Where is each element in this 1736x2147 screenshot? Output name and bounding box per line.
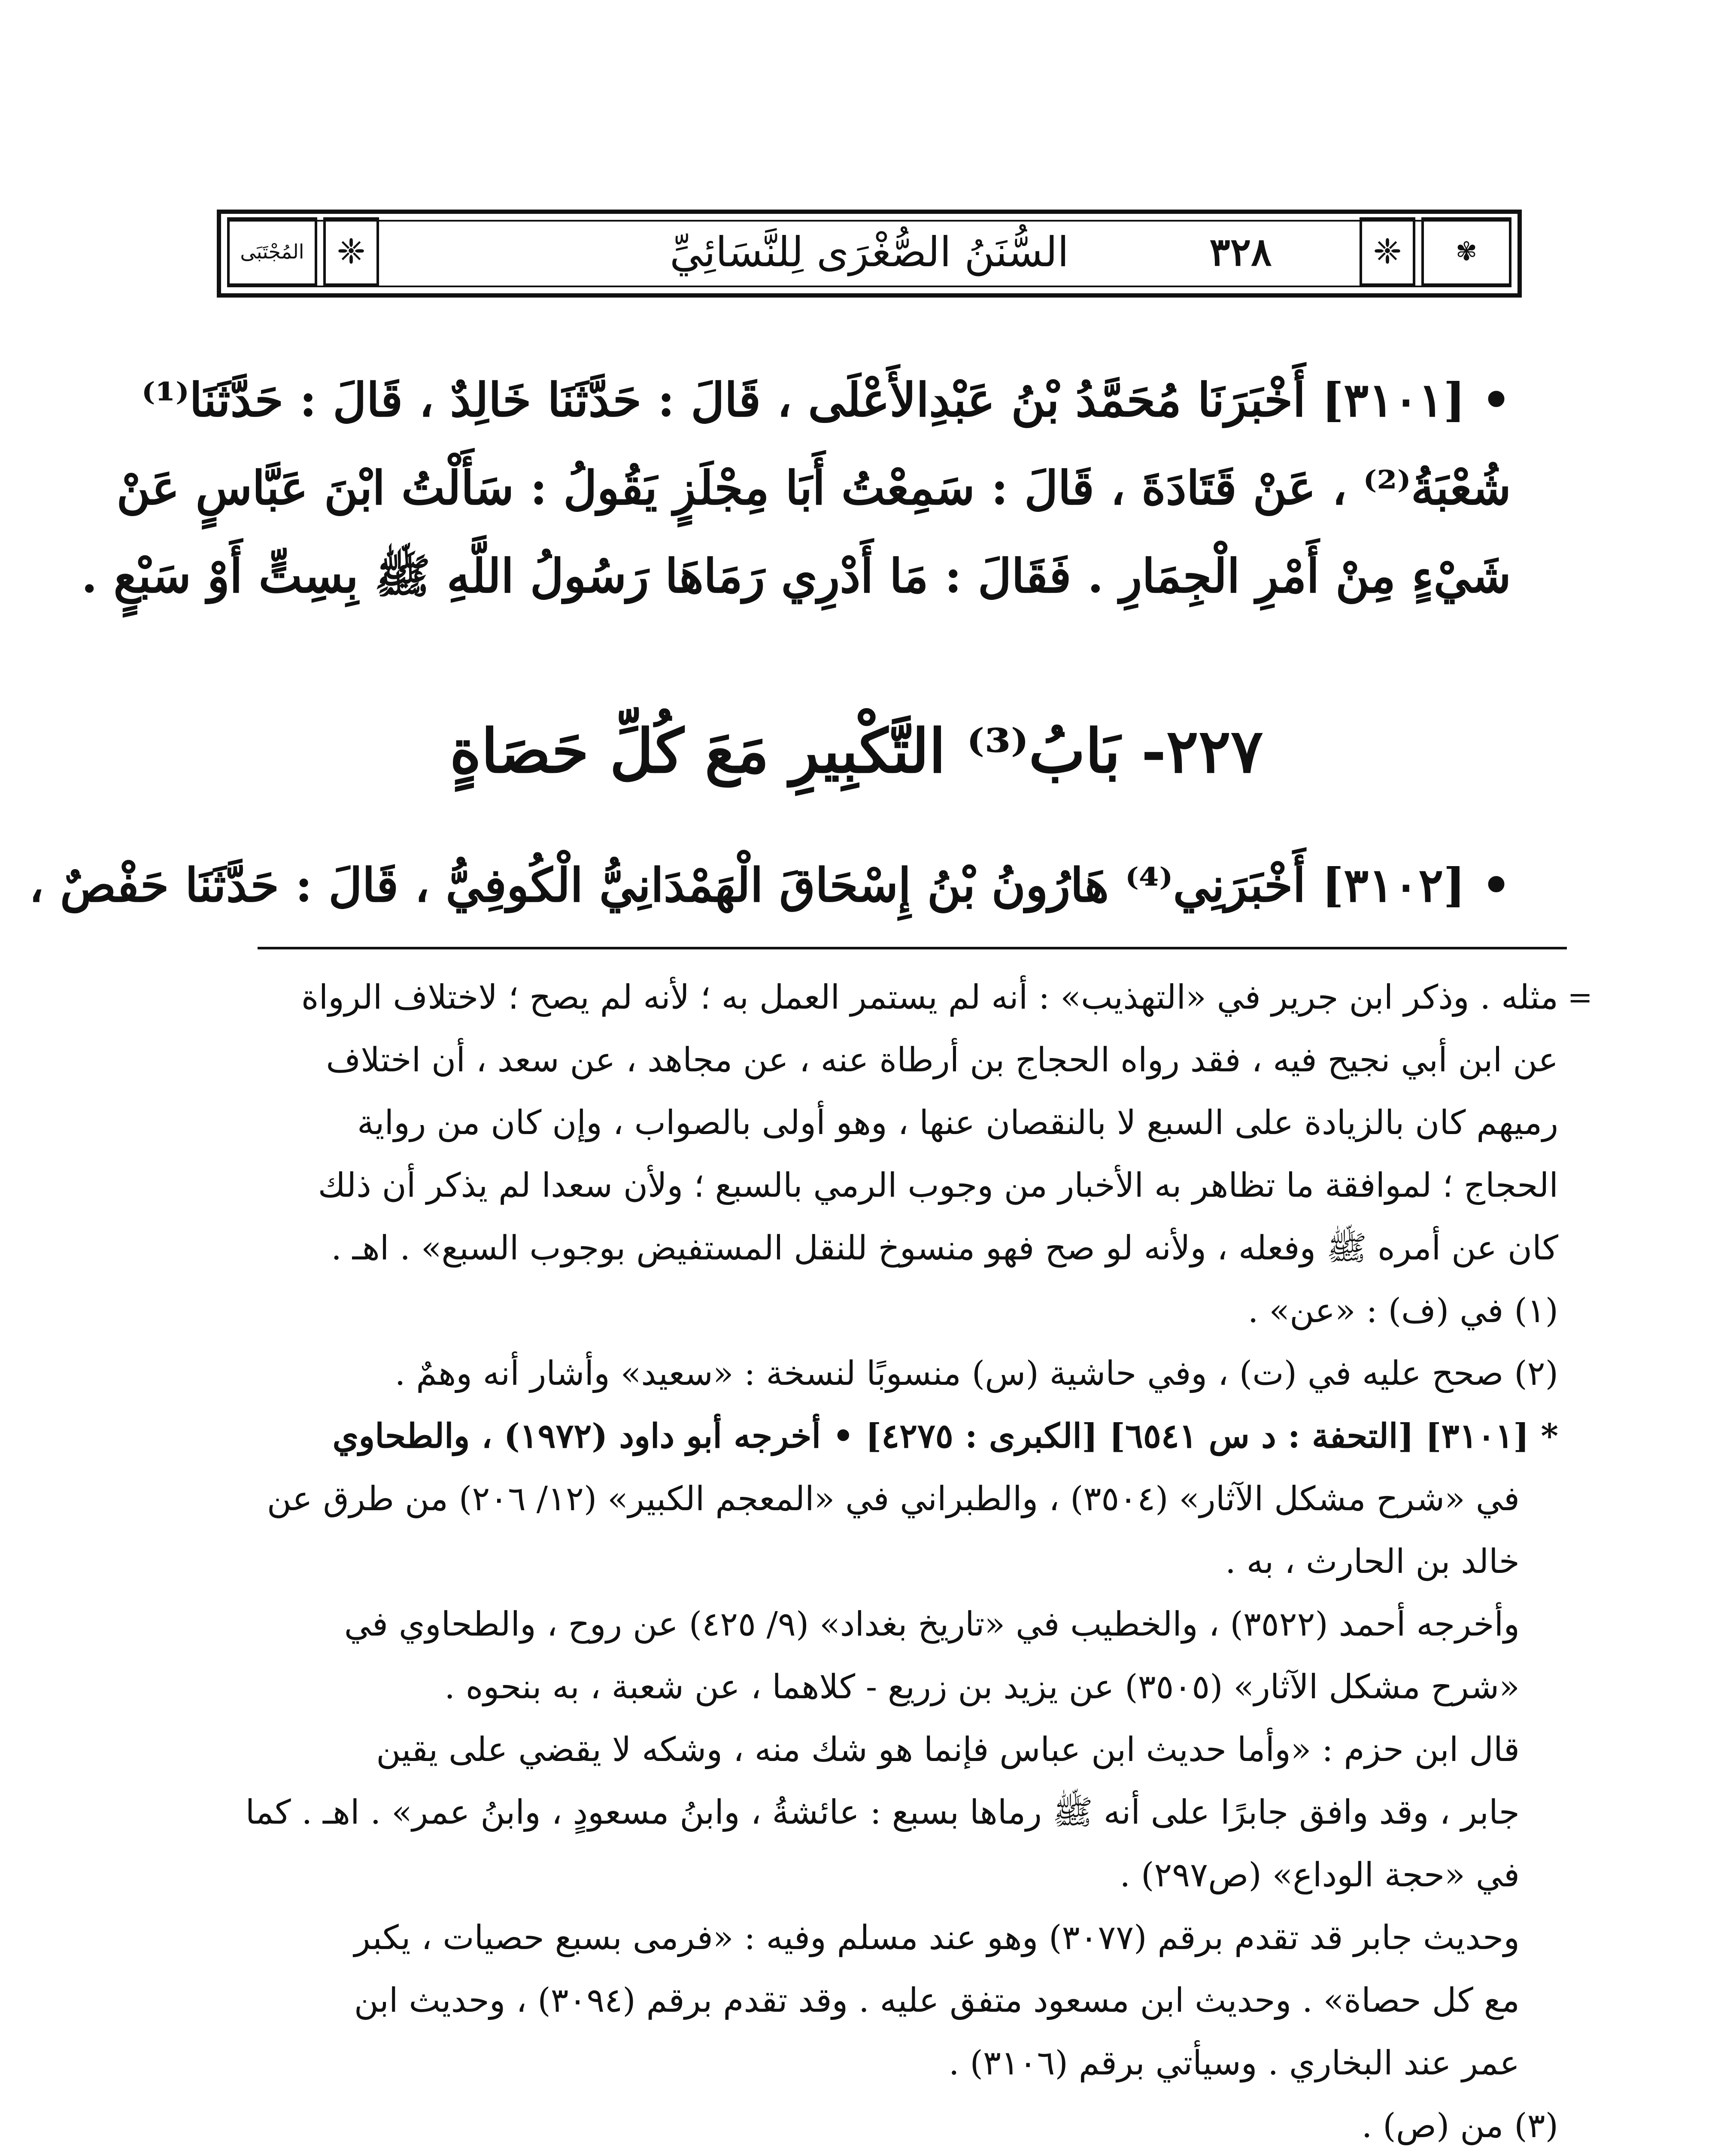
takhrij-line: قال ابن حزم : «وأما حديث ابن عباس فإنما هو شك منه ، وشكه لا يقضي على يقين: [376, 1730, 1520, 1769]
ornament-icon: ❈: [323, 217, 379, 286]
hadith-line: شَيْءٍ مِنْ أَمْرِ الْجِمَارِ . فَقَالَ : مَا أَدْرِي رَمَاهَا رَسُولُ اللَّهِ ﷺ بِسِتٍّ أَوْ سَبْعٍ .: [81, 549, 1511, 603]
takhrij-line: عمر عند البخاري . وسيأتي برقم (٣١٠٦) .: [948, 2044, 1520, 2083]
takhrij-line: في «شرح مشكل الآثار» (٣٥٠٤) ، والطبراني في «المعجم الكبير» (١٢/ ٢٠٦) من طرق عن: [267, 1480, 1520, 1518]
ornament-icon: ❈: [1360, 217, 1415, 286]
footnote-separator: [258, 947, 1567, 949]
hadith-line: • [٣١٠٢] أَخْبَرَنِي⁽⁴⁾ هَارُونُ بْنُ إِسْحَاقَ الْهَمْدَانِيُّ الْكُوفِيُّ ، قَالَ : حَدَّثَنَا حَفْصٌ ،: [29, 858, 1511, 912]
takhrij-line: وأخرجه أحمد (٣٥٢٢) ، والخطيب في «تاريخ بغداد» (٩/ ٤٢٥) عن روح ، والطحاوي في: [344, 1605, 1520, 1644]
takhrij-line: مع كل حصاة» . وحديث ابن مسعود متفق عليه . وقد تقدم برقم (٣٠٩٤) ، وحديث ابن: [354, 1981, 1520, 2020]
hadith-3101: [81, 356, 1511, 620]
page-number: ٣٢٨: [1209, 229, 1272, 275]
footnote-1: (١) في (ف) : «عن» .: [1247, 1292, 1558, 1330]
hadith-3102: [29, 842, 1511, 930]
takhrij-line: وحديث جابر قد تقدم برقم (٣٠٧٧) وهو عند مسلم وفيه : «فرمى بسبع حصيات ، يكبر: [354, 1919, 1520, 1957]
chapter-heading: ٢٢٧- بَابُ⁽³⁾ التَّكْبِيرِ مَعَ كُلِّ حَصَاةٍ: [449, 716, 1263, 787]
takhrij-line: «شرح مشكل الآثار» (٣٥٠٥) عن يزيد بن زريع - كلاهما ، عن شعبة ، به بنحوه .: [444, 1668, 1520, 1706]
takhrij-line: في «حجة الوداع» (ص٢٩٧) .: [1120, 1856, 1520, 1895]
hadith-line: شُعْبَةُ⁽²⁾ ، عَنْ قَتَادَةَ ، قَالَ : سَمِعْتُ أَبَا مِجْلَزٍ يَقُولُ : سَأَلْتُ ابْنَ عَبَّاسٍ عَنْ: [116, 461, 1511, 515]
footnote-2: (٢) صحح عليه في (ت) ، وفي حاشية (س) منسوبًا لنسخة : «سعيد» وأشار أنه وهمٌ .: [395, 1354, 1558, 1393]
footnote-continuation: [258, 966, 1593, 1280]
footnote-line: عن ابن أبي نجيح فيه ، فقد رواه الحجاج بن أرطاة عنه ، عن مجاهد ، عن سعد ، أن اختلاف: [326, 1041, 1558, 1080]
footnote-line: الحجاج ؛ لموافقة ما تظاهر به الأخبار من وجوب الرمي بالسبع ؛ ولأن سعدا لم يذكر أن ذلك: [318, 1166, 1558, 1205]
hadith-line: • [٣١٠١] أَخْبَرَنَا مُحَمَّدُ بْنُ عَبْدِالأَعْلَى ، قَالَ : حَدَّثَنَا خَالِدٌ ، قَالَ : حَدَّثَنَا⁽¹⁾: [141, 373, 1511, 427]
continuation-mark: =: [1567, 980, 1593, 1015]
takhrij-line: خالد بن الحارث ، به .: [1225, 1542, 1520, 1581]
page-header-frame: [217, 210, 1522, 298]
takhrij-line: * [٣١٠١] [التحفة : د س ٦٥٤١] [الكبرى : ٤٢٧٥] • أخرجه أبو داود (١٩٧٢) ، والطحاوي: [332, 1417, 1558, 1456]
emblem-text: المُجْتَبَى: [240, 240, 304, 263]
footnote-line: مثله . وذكر ابن جرير في «التهذيب» : أنه لم يستمر العمل به ؛ لأنه لم يصح ؛ لاختلاف الرواة: [301, 978, 1558, 1017]
title-emblem: [227, 217, 317, 286]
footnote-line: كان عن أمره ﷺ وفعله ، ولأنه لو صح فهو منسوخ للنقل المستفيض بوجوب السبع» . اهـ .: [331, 1229, 1558, 1268]
book-title: السُّنَنُ الصُّغْرَى لِلنَّسَائِيِّ: [670, 228, 1069, 276]
takhrij-line: جابر ، وقد وافق جابرًا على أنه ﷺ رماها بسبع : عائشةُ ، وابنُ مسعودٍ ، وابنُ عمر» . اهـ . كما: [245, 1793, 1520, 1832]
footnote-line: رميهم كان بالزيادة على السبع لا بالنقصان عنها ، وهو أولى بالصواب ، وإن كان من رواية: [357, 1104, 1558, 1142]
footnotes: [245, 966, 1593, 2147]
footnote-3: (٣) من (ص) .: [1361, 2107, 1558, 2145]
ornament-icon: ✾: [1421, 217, 1511, 286]
